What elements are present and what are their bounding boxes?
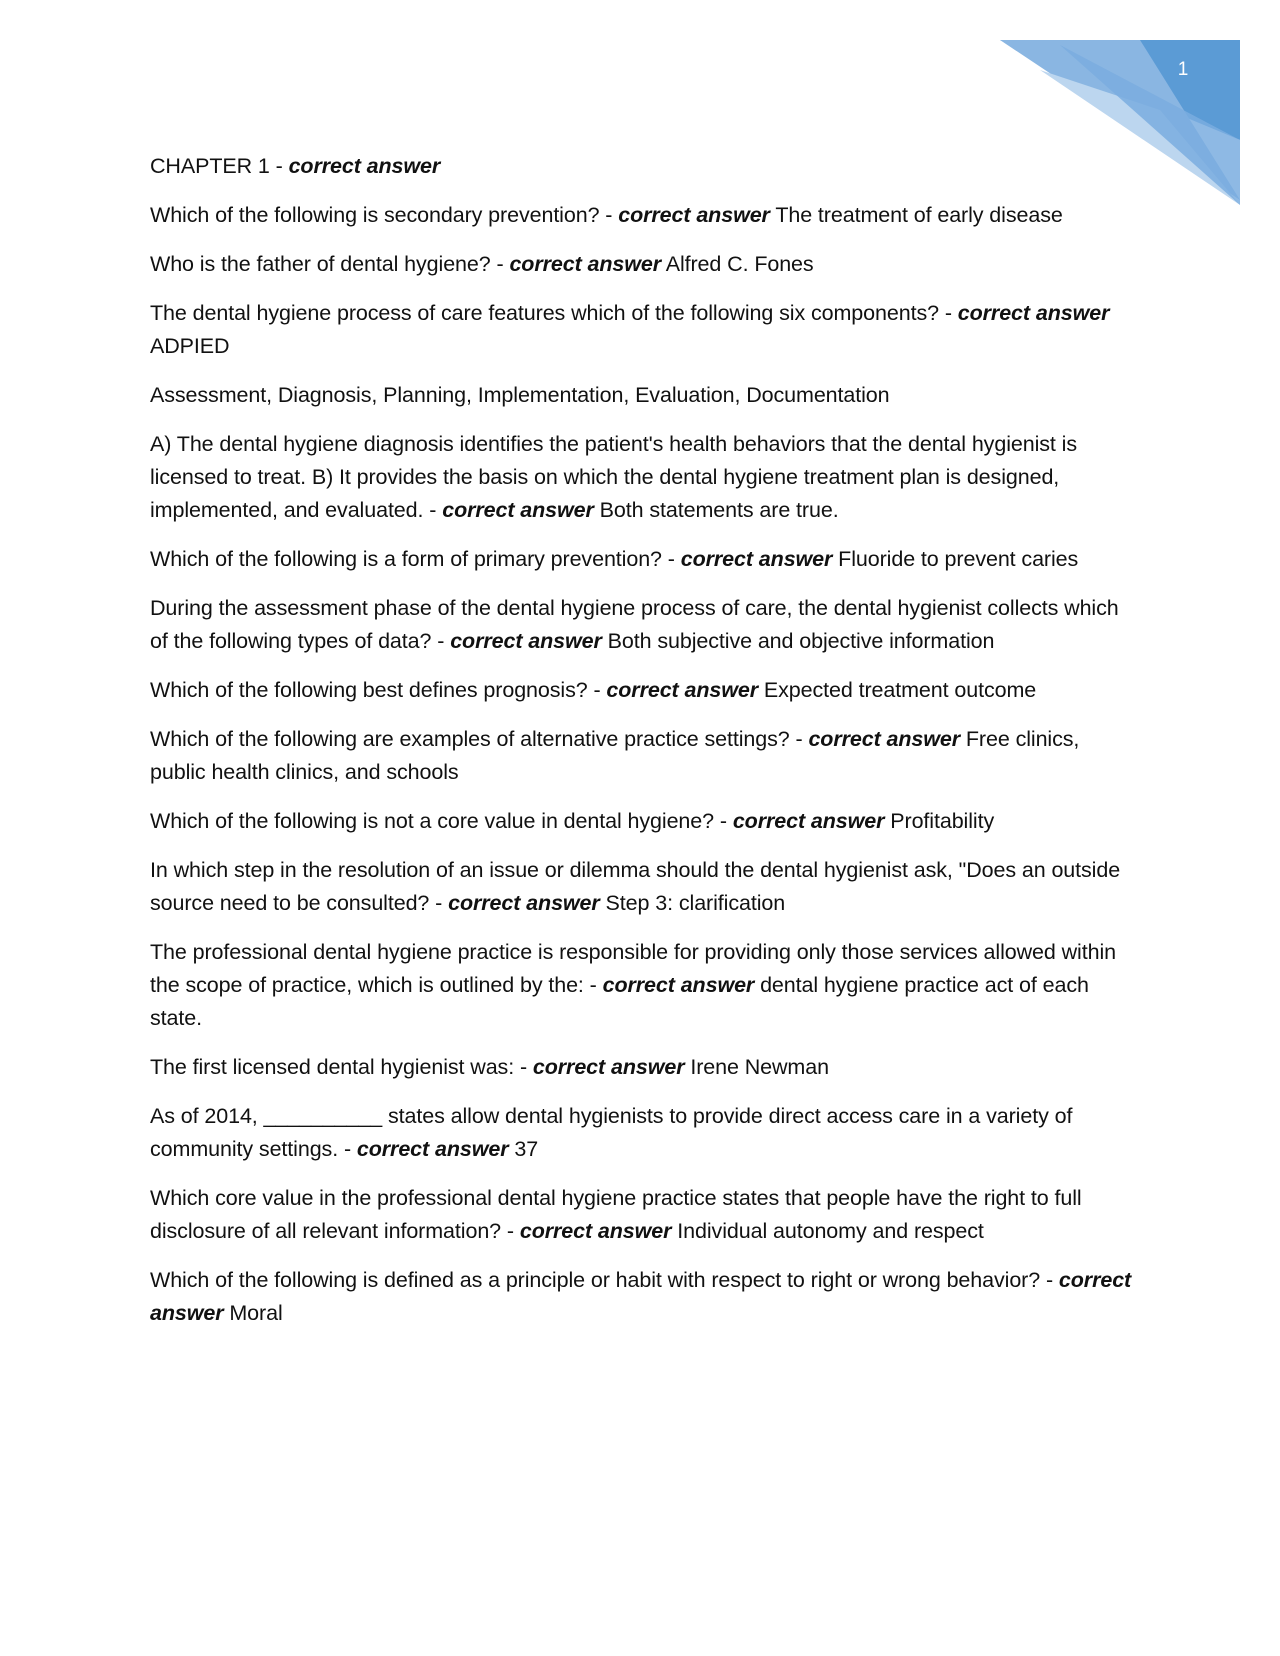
qa-item <box>150 854 1140 920</box>
chapter-heading <box>150 150 1140 183</box>
answer-label: correct answer <box>957 301 1110 325</box>
answer-text: Expected treatment outcome <box>757 678 1037 702</box>
qa-list <box>150 150 1140 1346</box>
answer-label: correct answer <box>808 727 961 751</box>
answer-text: ADPIED <box>150 334 230 358</box>
question-text: Who is the father of dental hygiene? - <box>150 252 510 276</box>
answer-text: Individual autonomy and respect <box>671 1219 984 1243</box>
answer-label: correct answer <box>150 1268 1132 1325</box>
answer-label: correct answer <box>356 1137 509 1161</box>
answer-label: correct answer <box>532 1055 685 1079</box>
qa-item <box>150 592 1140 658</box>
question-text: During the assessment phase of the dental hygiene process of care, the dental hygienist collects which of the following types of data? - <box>150 596 1119 653</box>
qa-item <box>150 1100 1140 1166</box>
qa-item <box>150 199 1140 232</box>
answer-label: correct answer <box>680 547 833 571</box>
question-text: The first licensed dental hygienist was: - <box>150 1055 533 1079</box>
question-text: Which of the following is not a core value in dental hygiene? - <box>150 809 733 833</box>
answer-text: dental hygiene practice act of each state. <box>150 973 1089 1030</box>
qa-item <box>150 936 1140 1035</box>
qa-item <box>150 805 1140 838</box>
qa-item <box>150 1264 1140 1330</box>
question-text: Which of the following is a form of primary prevention? - <box>150 547 681 571</box>
question-text: A) The dental hygiene diagnosis identifies the patient's health behaviors that the dental hygienist is licensed to treat. B) It provides the basis on which the dental hygiene treatment plan is designed, implemented, and evaluated. - <box>150 432 1077 522</box>
qa-item <box>150 723 1140 789</box>
qa-item <box>150 297 1140 363</box>
answer-label: correct answer <box>288 154 441 178</box>
qa-item <box>150 1051 1140 1084</box>
answer-label: correct answer <box>448 891 600 915</box>
answer-text: Free clinics, public health clinics, and schools <box>150 727 1080 784</box>
question-text: Which of the following is secondary prevention? - <box>150 203 619 227</box>
question-text: In which step in the resolution of an issue or dilemma should the dental hygienist ask, "Does an outside source need to be consulted? - <box>150 858 1121 915</box>
question-text: The dental hygiene process of care features which of the following six components? - <box>150 301 958 325</box>
qa-item <box>150 1182 1140 1248</box>
answer-label: correct answer <box>618 203 770 227</box>
answer-text: Step 3: clarification <box>599 891 786 915</box>
question-text: CHAPTER 1 - <box>150 154 289 178</box>
answer-text: The treatment of early disease <box>769 203 1063 227</box>
question-text: The professional dental hygiene practice is responsible for providing only those services allowed within the scope of practice, which is outlined by the: - <box>150 940 1116 997</box>
answer-label: correct answer <box>509 252 662 276</box>
qa-item <box>150 428 1140 527</box>
answer-text: Profitability <box>884 809 995 833</box>
answer-label: correct answer <box>450 629 602 653</box>
question-text: Which of the following are examples of alternative practice settings? - <box>150 727 809 751</box>
question-text: Which core value in the professional dental hygiene practice states that people have the right to full disclosure of all relevant information? - <box>150 1186 1082 1243</box>
answer-text: Both statements are true. <box>593 498 839 522</box>
answer-label: correct answer <box>602 973 755 997</box>
answer-text: Alfred C. Fones <box>661 252 814 276</box>
question-text: As of 2014, __________ states allow dental hygienists to provide direct access care in a variety of community settings. - <box>150 1104 1073 1161</box>
qa-item <box>150 248 1140 281</box>
qa-item <box>150 543 1140 576</box>
qa-item <box>150 674 1140 707</box>
question-text: Which of the following best defines prognosis? - <box>150 678 607 702</box>
page-number: 1 <box>1177 59 1189 80</box>
answer-label: correct answer <box>442 498 594 522</box>
answer-label: correct answer <box>519 1219 672 1243</box>
answer-text: Irene Newman <box>684 1055 829 1079</box>
question-text: Assessment, Diagnosis, Planning, Implementation, Evaluation, Documentation <box>150 383 890 407</box>
answer-label: correct answer <box>732 809 885 833</box>
answer-text: Both subjective and objective information <box>601 629 995 653</box>
answer-text: 37 <box>508 1137 539 1161</box>
question-text: Which of the following is defined as a principle or habit with respect to right or wrong behavior? - <box>150 1268 1059 1292</box>
answer-label: correct answer <box>606 678 758 702</box>
qa-item <box>150 379 1140 412</box>
answer-text: Fluoride to prevent caries <box>832 547 1079 571</box>
answer-text: Moral <box>223 1301 283 1325</box>
